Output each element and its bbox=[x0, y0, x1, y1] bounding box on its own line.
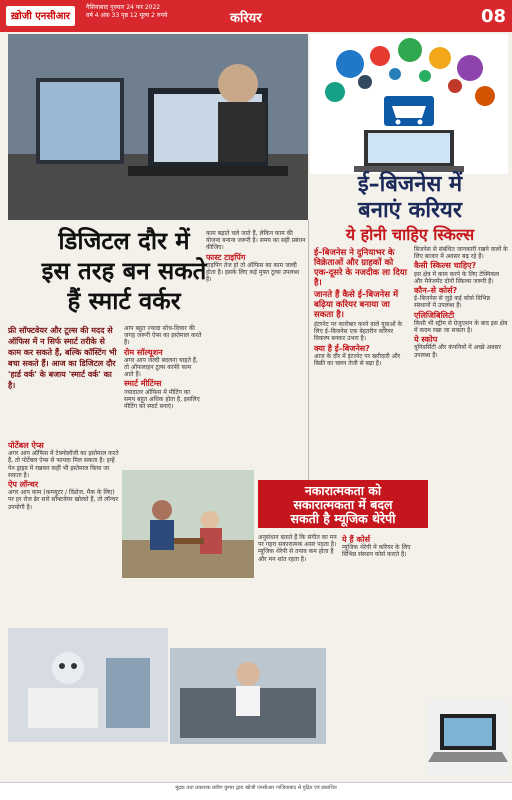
subheading: कैसी स्किल्स चाहिए? bbox=[414, 261, 477, 271]
ebusiness-headline-line1: ई–बिजनेस में bbox=[357, 172, 463, 197]
music-headline bbox=[258, 480, 428, 528]
main-headline-line1: डिजिटल दौर में bbox=[58, 227, 190, 255]
music-headline-line3: सकती है म्यूजिक थेरेपी bbox=[290, 511, 396, 526]
ebusiness-headline-line2: बनाएं करियर bbox=[358, 198, 462, 223]
body-text: किसी भी स्ट्रीम से ग्रेजुएशन के बाद इस क्षेत्र में कदम रखा जा सकता है। bbox=[414, 319, 508, 335]
laptop-photo bbox=[428, 700, 508, 776]
ebusiness-column-1 bbox=[314, 246, 410, 367]
subheading: पोर्टेबल ऐप्स bbox=[8, 441, 44, 450]
subheading: ये हैं कोर्स bbox=[342, 535, 371, 544]
body-text: इस क्षेत्र में काम करने के लिए टेक्निकल और मैनेजमेंट दोनों स्किल्स जरूरी हैं। bbox=[414, 270, 500, 285]
body-text: आज के दौर में इंटरनेट पर खरीदारी और बिक्री का चलन तेजी से बढ़ा है। bbox=[314, 352, 401, 368]
music-headline-line2: सकारात्मकता में बदल bbox=[293, 497, 393, 512]
main-headline-line3: हैं स्मार्ट वर्कर bbox=[67, 287, 181, 315]
subheading: फास्ट टाइपिंग bbox=[206, 252, 246, 262]
subheading: ये स्कोप bbox=[414, 335, 438, 345]
ebusiness-intro: ई–बिजनेस ने दुनियाभर के विक्रेताओं और ग्राहकों को एक-दूसरे के नजदीक ला दिया है। bbox=[314, 248, 407, 288]
subheading: एलिजिबिलिटी bbox=[414, 310, 455, 320]
ebusiness-headline-line3: ये होनी चाहिए स्किल्स bbox=[345, 225, 475, 244]
body-text: काम बढ़ाते चले जाते हैं, लेकिन काम की योजना बनाना जरूरी है। समय का सही प्रबंधन कीजिए। bbox=[206, 230, 306, 252]
page-footer: मुद्रक तथा प्रकाशक प्रवीण कुमार द्वारा खोजी एनसीआर गाजियाबाद से मुद्रित एवं प्रकाशित bbox=[0, 782, 512, 800]
lab-photo bbox=[170, 648, 326, 744]
edition-text: वर्ष 4 अंक 33 पृष्ठ 12 मूल्य 2 रुपये bbox=[86, 12, 168, 19]
subheading: स्मार्ट मीटिंग्स bbox=[124, 379, 162, 389]
subheading: ऐप लॉन्चर bbox=[8, 480, 39, 490]
body-text: इंटरनेट पर कारोबार करने वाले युवाओं के लिए ई–बिजनेस एक बेहतरीन करियर विकल्प बनकर उभरा है। bbox=[314, 321, 403, 343]
subheading: कौन–से कोर्स? bbox=[414, 286, 458, 296]
music-column-2 bbox=[342, 534, 426, 559]
body-text: यूनिवर्सिटी और कंपनियों में अच्छे अवसर उपलब्ध हैं। bbox=[414, 344, 501, 359]
subheading: रोम सॉल्यूशन bbox=[124, 347, 163, 357]
music-headline-line1: नकारात्मकता को bbox=[304, 483, 382, 498]
article-column-2 bbox=[124, 325, 202, 410]
body-text: अगर आप ऑफिस में टेक्नोलॉजी का इस्तेमाल करते हैं, तो पोर्टेबल ऐप्स से फायदा मिल सकता है। इन्हें पेन ड्राइव में रखकर कहीं भी इस्तेमाल किया जा सकता है। bbox=[8, 450, 119, 479]
subheading: क्या है ई–बिजनेस? bbox=[314, 343, 370, 353]
article-column-3 bbox=[206, 230, 306, 283]
body-text: म्यूजिक थेरेपी में करियर के लिए विभिन्न संस्थान कोर्स कराते हैं। bbox=[342, 544, 411, 559]
main-intro: फ्री सॉफ्टवेयर और टूल्स की मदद से ऑफिस में न सिर्फ स्मार्ट तरीके से काम कर सकते हैं, बल्कि कॉस्टिंग भी बचा सकते हैं। आज का डिजिटल दौर 'हार्ड वर्क' के बजाय 'स्मार्ट वर्क' का है। bbox=[8, 326, 117, 390]
body-text: ई–बिजनेस से जुड़े कई कोर्स विभिन्न संस्थानों में उपलब्ध हैं। bbox=[414, 295, 490, 310]
main-headline-line2: इस तरह बन सकते bbox=[41, 257, 207, 285]
body-text: टाइपिंग तेज हो तो ऑफिस का काम जल्दी होता है। इसके लिए कई मुफ्त टूल्स उपलब्ध हैं। bbox=[206, 261, 300, 284]
body-text: म्यूजिक थेरेपी से तनाव कम होता है और मन शांत रहता है। bbox=[258, 548, 334, 563]
brand-logo: ख़ोजी एनसीआर bbox=[6, 6, 75, 26]
body-text: ज्यादातर ऑफिस में मीटिंग का समय बहुत अधिक होता है, इसलिए मीटिंग को स्मार्ट बनाएं। bbox=[124, 388, 200, 411]
body-text: आप बहुत ज्यादा सोच-विचार की जगह जरूरी ऐप्स का इस्तेमाल करते हैं। bbox=[124, 325, 202, 347]
body-text: अगर आप जल्दी बदलना चाहते हैं, तो ऑफलाइन टूल्स काफी काम आते हैं। bbox=[124, 356, 198, 379]
column-divider bbox=[308, 220, 309, 480]
article-column-1 bbox=[8, 440, 120, 511]
robot-photo bbox=[8, 628, 168, 742]
ecommerce-illustration bbox=[310, 34, 508, 174]
body-text: अनुसंधान बताते हैं कि संगीत का मन पर गहरा सकारात्मक असर पड़ता है। bbox=[258, 534, 337, 549]
cart-icon bbox=[384, 96, 434, 126]
ebusiness-column-2 bbox=[414, 246, 508, 359]
ebusiness-question: जानते हैं कैसे ई–बिजनेस में बढ़िया करियर बनाया जा सकता है। bbox=[314, 290, 399, 320]
date-text: गैसियाबाद गुरुवार 24 फर 2022 bbox=[86, 4, 161, 11]
laptop-icon bbox=[354, 130, 464, 172]
page-number: 08 bbox=[480, 6, 506, 27]
body-text: अगर आप काम (कम्प्यूटर / विंडोज, मैक के लिए) पर हर रोज ढेर सारे सॉफ्टवेयर खोलते हैं, तो लॉन्चर उपयोगी है। bbox=[8, 489, 119, 511]
classroom-photo bbox=[122, 470, 254, 578]
body-text: बिजनेस से संबंधित जानकारी रखने वालों के लिए बाजार में अवसर बढ़ रहे हैं। bbox=[414, 246, 508, 261]
office-worker-photo bbox=[8, 34, 308, 220]
music-column-1 bbox=[258, 534, 338, 563]
ebusiness-headline bbox=[312, 172, 508, 246]
dateline bbox=[86, 4, 167, 20]
section-title: करियर bbox=[230, 11, 262, 26]
